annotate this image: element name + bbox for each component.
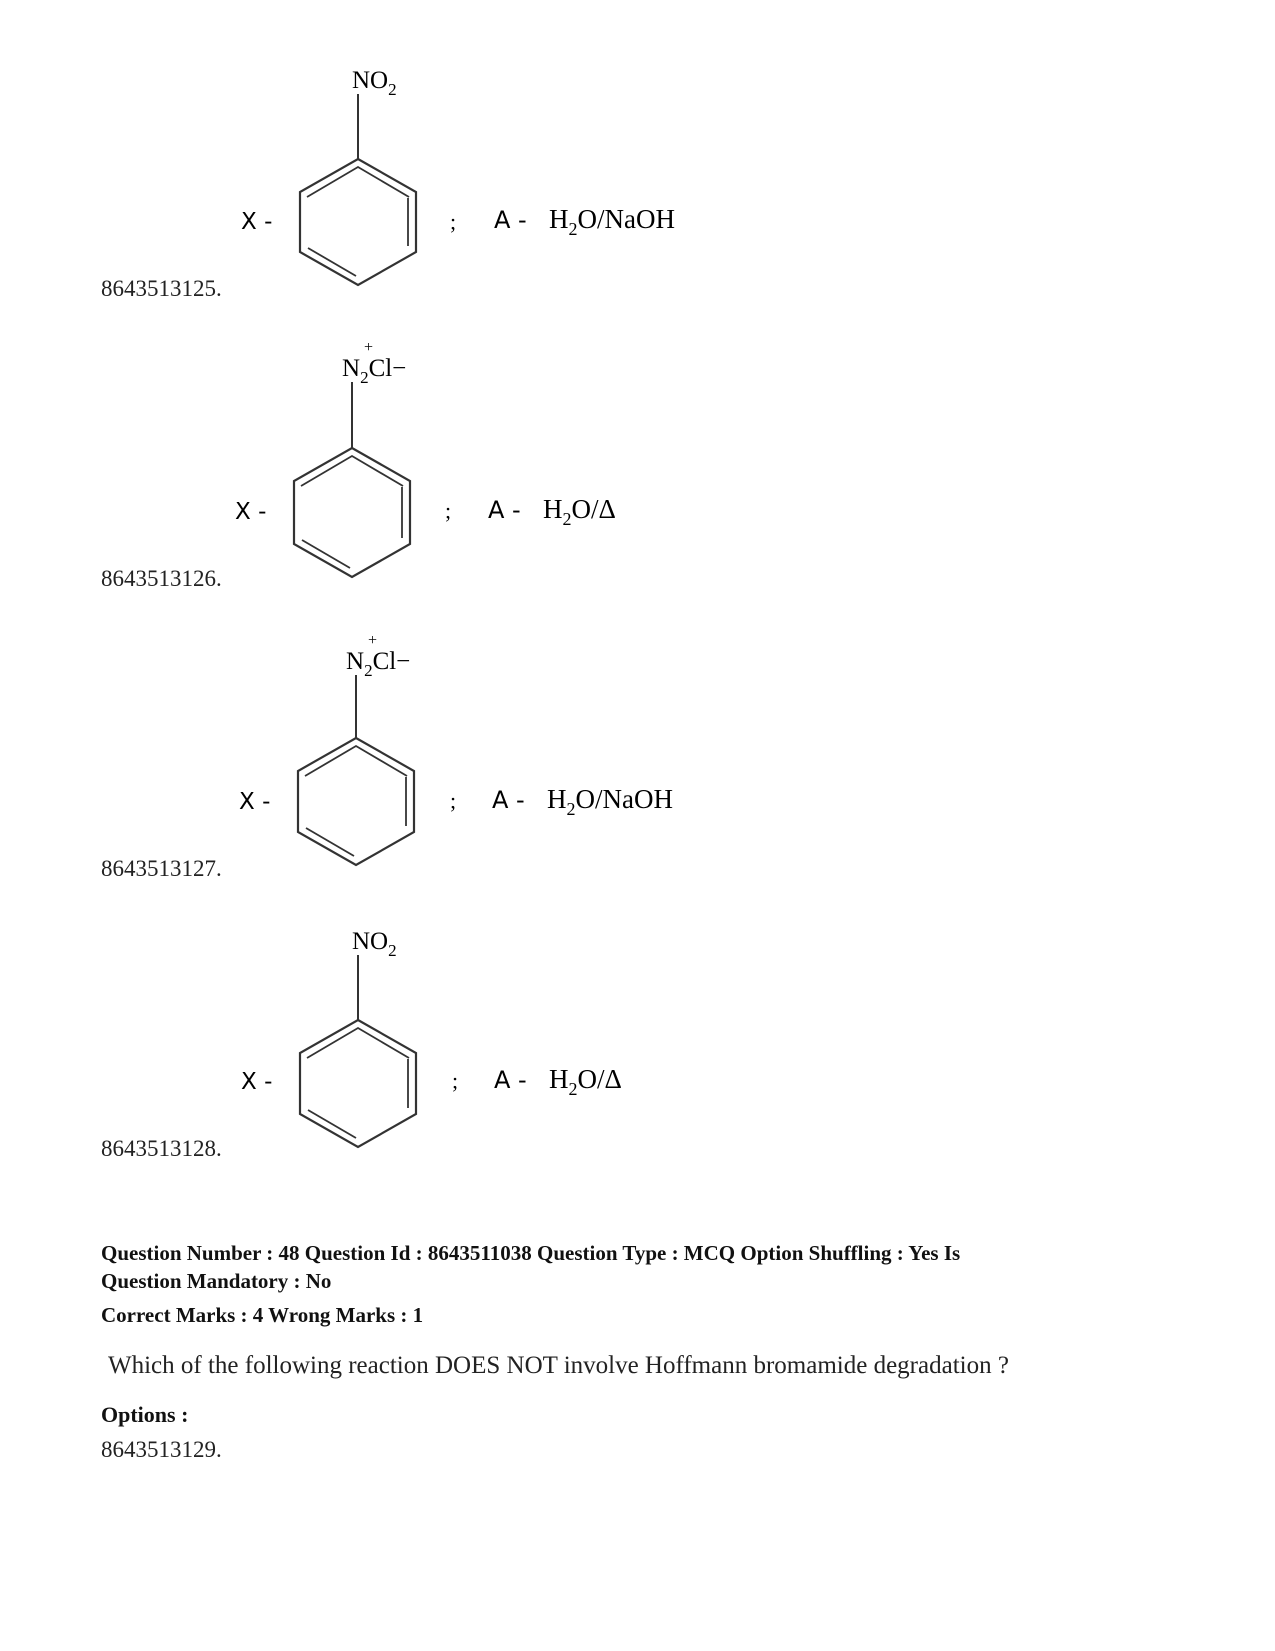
question-meta-line-2: Question Mandatory : No [101, 1269, 332, 1293]
substituent-label: $N_2Cl-$ [342, 355, 407, 387]
option-id: 8643513129. [101, 1437, 222, 1462]
reagent-formula: $H_2O/\Delta$ [543, 494, 616, 529]
separator: ; [445, 498, 452, 523]
question-meta-line-1: Question Number : 48 Question Id : 8643511038 Question Type : MCQ Option Shuffling : Yes Is [101, 1241, 961, 1265]
x-label: X - [241, 1069, 273, 1095]
question-marks: Correct Marks : 4 Wrong Marks : 1 [101, 1303, 424, 1327]
question-text: Which of the following reaction DOES NOT involve Hoffmann bromamide degradation ? [108, 1352, 1009, 1379]
reagent-formula: $H_2O/\Delta$ [549, 1064, 622, 1099]
x-label: X - [235, 499, 267, 525]
separator: ; [450, 209, 457, 234]
charge-label: + [364, 339, 374, 356]
separator: ; [452, 1068, 459, 1093]
option-id: 8643513127. [101, 856, 222, 881]
substituent-label: $N_2Cl-$ [346, 648, 411, 680]
separator: ; [450, 788, 457, 813]
option-id: 8643513128. [101, 1136, 222, 1161]
substituent-label: $NO_2$ [352, 67, 397, 99]
ring-double-bond [308, 1110, 356, 1138]
option-id: 8643513126. [101, 566, 222, 591]
reagent-label: A - [494, 1066, 527, 1094]
benzene-ring [300, 1020, 416, 1147]
options-label: Options : [101, 1402, 189, 1427]
reagent-formula: $H_2O$/NaOH [547, 784, 673, 819]
reagent-label: A - [488, 496, 521, 524]
charge-label: + [368, 632, 378, 649]
ring-double-bond [307, 1028, 409, 1058]
substituent-label: $NO_2$ [352, 928, 397, 960]
reagent-formula: $H_2O$/NaOH [549, 204, 675, 239]
x-label: X - [241, 209, 273, 235]
reagent-label: A - [492, 786, 525, 814]
x-label: X - [239, 789, 271, 815]
reagent-label: A - [494, 206, 527, 234]
option-id: 8643513125. [101, 276, 222, 301]
